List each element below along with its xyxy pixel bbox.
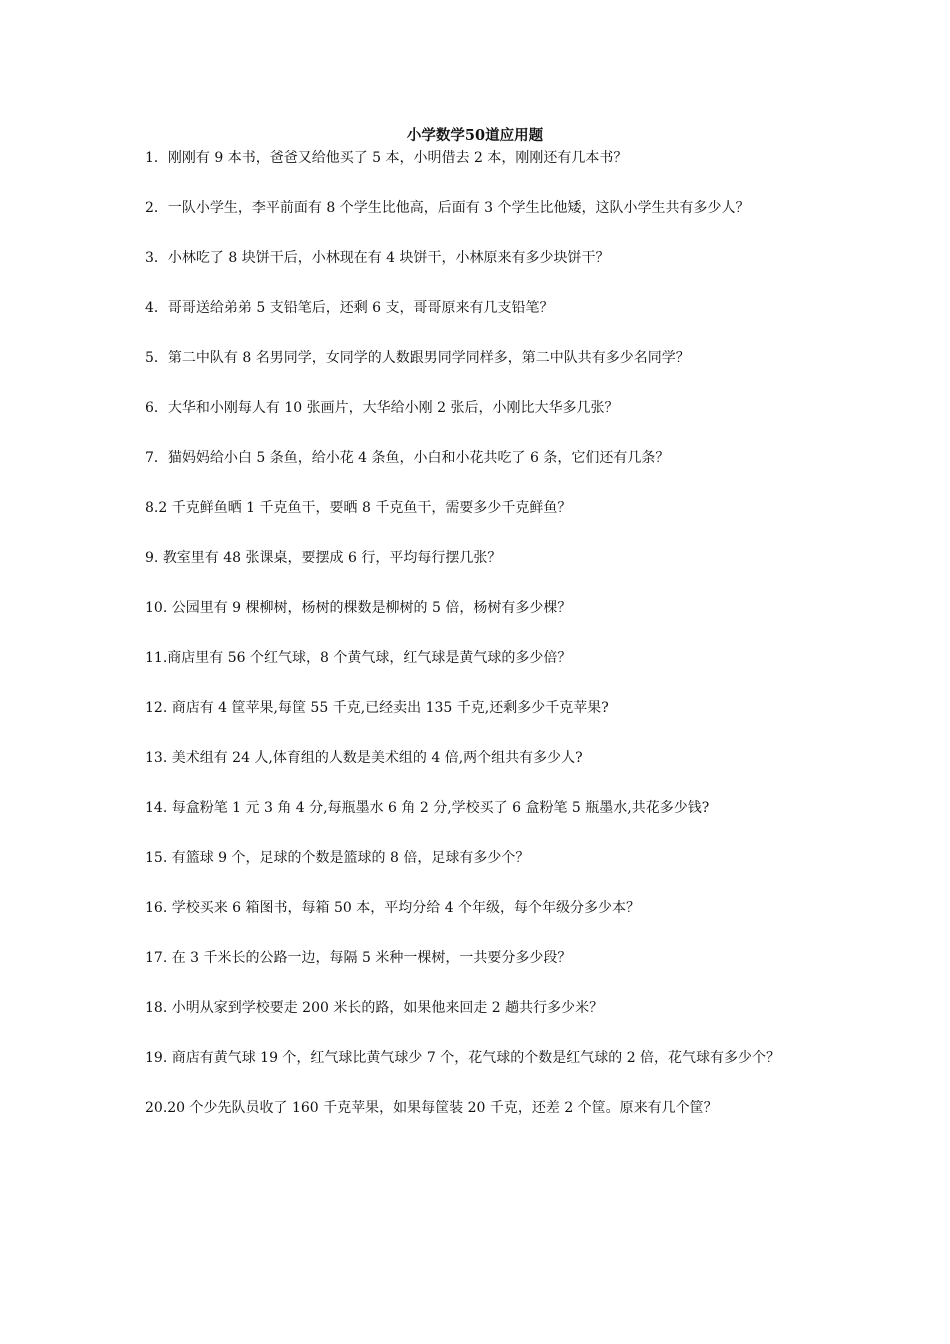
question-text: 有篮球 9 个，足球的个数是篮球的 8 倍，足球有多少个？ bbox=[171, 850, 530, 866]
question-item bbox=[145, 1096, 805, 1121]
question-text: 小林吃了 8 块饼干后，小林现在有 4 块饼干，小林原来有多少块饼干？ bbox=[167, 250, 610, 266]
question-text: 商店里有 56 个红气球，8 个黄气球，红气球是黄气球的多少倍？ bbox=[167, 650, 572, 666]
question-number: 4． bbox=[145, 300, 168, 316]
question-number: 13. bbox=[145, 750, 172, 766]
question-text: 20 个少先队员收了 160 千克苹果，如果每筐装 20 千克，还差 2 个筐。原来有几个筐？ bbox=[167, 1100, 718, 1116]
question-item bbox=[145, 746, 805, 771]
question-number: 2． bbox=[145, 200, 168, 216]
question-number: 5． bbox=[145, 350, 168, 366]
question-list bbox=[145, 146, 805, 1121]
question-number: 12. bbox=[145, 700, 172, 716]
question-text: 公园里有 9 棵柳树，杨树的棵数是柳树的 5 倍，杨树有多少棵？ bbox=[171, 600, 572, 616]
question-number: 14. bbox=[145, 800, 172, 816]
question-text: 大华和小刚每人有 10 张画片，大华给小刚 2 张后，小刚比大华多几张？ bbox=[167, 400, 619, 416]
question-number: 7． bbox=[145, 450, 168, 466]
question-text: 商店有黄气球 19 个，红气球比黄气球少 7 个，花气球的个数是红气球的 2 倍，花气球有多少个？ bbox=[171, 1050, 781, 1066]
question-text: 学校买来 6 箱图书，每箱 50 本，平均分给 4 个年级，每个年级分多少本？ bbox=[171, 900, 641, 916]
question-text: 商店有 4 筐苹果,每筐 55 千克,已经卖出 135 千克,还剩多少千克苹果? bbox=[171, 700, 609, 716]
question-number: 11. bbox=[145, 650, 168, 666]
question-number: 3． bbox=[145, 250, 168, 266]
question-number: 16. bbox=[145, 900, 172, 916]
question-number: 8. bbox=[145, 500, 159, 516]
question-text: 刚刚有 9 本书，爸爸又给他买了 5 本，小明借去 2 本，刚刚还有几本书？ bbox=[167, 150, 628, 166]
question-number: 20. bbox=[145, 1100, 168, 1116]
question-number: 10. bbox=[145, 600, 172, 616]
question-text: 教室里有 48 张课桌，要摆成 6 行，平均每行摆几张？ bbox=[162, 550, 502, 566]
question-item bbox=[145, 996, 805, 1021]
question-text: 第二中队有 8 名男同学，女同学的人数跟男同学同样多，第二中队共有多少名同学？ bbox=[167, 350, 690, 366]
question-item bbox=[145, 496, 805, 521]
question-item bbox=[145, 796, 805, 821]
question-item bbox=[145, 346, 805, 371]
question-number: 19. bbox=[145, 1050, 172, 1066]
question-text: 2 千克鲜鱼晒 1 千克鱼干，要晒 8 千克鱼干，需要多少千克鲜鱼？ bbox=[158, 500, 572, 516]
page-title: 小学数学50道应用题 bbox=[406, 127, 544, 144]
document-content bbox=[145, 126, 805, 1146]
question-text: 美术组有 24 人,体育组的人数是美术组的 4 倍,两个组共有多少人? bbox=[171, 750, 583, 766]
question-item bbox=[145, 1046, 805, 1071]
question-text: 在 3 千米长的公路一边，每隔 5 米种一棵树，一共要分多少段？ bbox=[171, 950, 572, 966]
question-number: 15. bbox=[145, 850, 172, 866]
question-text: 猫妈妈给小白 5 条鱼，给小花 4 条鱼，小白和小花共吃了 6 条，它们还有几条？ bbox=[167, 450, 670, 466]
question-text: 哥哥送给弟弟 5 支铅笔后，还剩 6 支，哥哥原来有几支铅笔？ bbox=[167, 300, 554, 316]
question-text: 每盒粉笔 1 元 3 角 4 分,每瓶墨水 6 角 2 分,学校买了 6 盒粉笔 5 瓶墨水,共花多少钱? bbox=[171, 800, 710, 816]
question-item bbox=[145, 446, 805, 471]
question-number: 17. bbox=[145, 950, 172, 966]
question-item bbox=[145, 146, 805, 171]
question-number: 1． bbox=[145, 150, 168, 166]
question-item bbox=[145, 646, 805, 671]
question-number: 6． bbox=[145, 400, 168, 416]
question-item bbox=[145, 896, 805, 921]
question-text: 小明从家到学校要走 200 米长的路，如果他来回走 2 趟共行多少米？ bbox=[171, 1000, 604, 1016]
question-item bbox=[145, 246, 805, 271]
question-item bbox=[145, 546, 805, 571]
question-item bbox=[145, 596, 805, 621]
question-number: 18. bbox=[145, 1000, 172, 1016]
question-number: 9. bbox=[145, 550, 163, 566]
question-item bbox=[145, 396, 805, 421]
question-item bbox=[145, 946, 805, 971]
question-item bbox=[145, 296, 805, 321]
question-text: 一队小学生，李平前面有 8 个学生比他高，后面有 3 个学生比他矮，这队小学生共有多少人？ bbox=[167, 200, 750, 216]
question-item bbox=[145, 196, 805, 221]
question-item bbox=[145, 696, 805, 721]
question-item bbox=[145, 846, 805, 871]
